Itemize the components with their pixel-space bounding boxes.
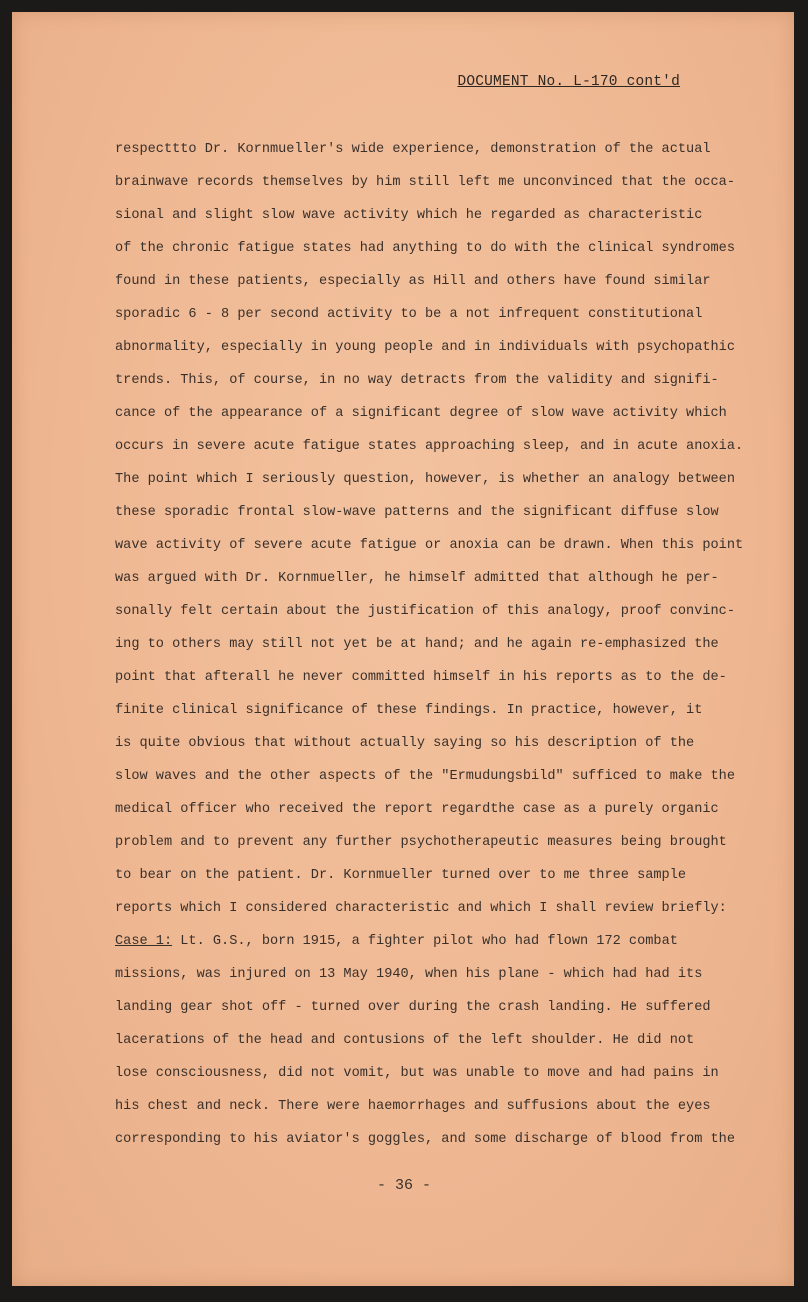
text-line: corresponding to his aviator's goggles, and some discharge of blood from the [115,1132,735,1147]
text-line: cance of the appearance of a significant degree of slow wave activity which [115,406,727,421]
text-line: sional and slight slow wave activity which he regarded as characteristic [115,208,703,223]
case-1-heading-line [115,925,765,958]
case-1-intro-text: Lt. G.S., born 1915, a fighter pilot who had flown 172 combat [172,934,678,949]
text-line: problem and to prevent any further psychotherapeutic measures being brought [115,835,727,850]
text-line: occurs in severe acute fatigue states approaching sleep, and in acute anoxia. [115,439,744,454]
text-line: was argued with Dr. Kornmueller, he himself admitted that although he per- [115,571,719,586]
text-line: landing gear shot off - turned over during the crash landing. He suffered [115,1000,711,1015]
text-line: of the chronic fatigue states had anything to do with the clinical syndromes [115,241,735,256]
page-number: - 36 - [376,1177,431,1194]
text-line: sporadic 6 - 8 per second activity to be a not infrequent constitutional [115,307,703,322]
text-line: lose consciousness, did not vomit, but was unable to move and had pains in [115,1066,719,1081]
document-number-header: DOCUMENT No. L-170 cont'd [457,74,680,90]
text-line: to bear on the patient. Dr. Kornmueller turned over to me three sample [115,868,687,883]
text-line: found in these patients, especially as Hill and others have found similar [115,274,711,289]
text-line: slow waves and the other aspects of the "Ermudungsbild" sufficed to make the [115,769,735,784]
text-line: The point which I seriously question, however, is whether an analogy between [115,472,735,487]
text-line: his chest and neck. There were haemorrhages and suffusions about the eyes [115,1099,711,1114]
text-line: respecttto Dr. Kornmueller's wide experience, demonstration of the actual [115,142,711,157]
text-line: ing to others may still not yet be at hand; and he again re-emphasized the [115,637,719,652]
text-line: medical officer who received the report regardthe case as a purely organic [115,802,719,817]
document-page [12,12,794,1286]
body-text [115,133,765,1156]
text-line: sonally felt certain about the justification of this analogy, proof convinc- [115,604,735,619]
text-line: missions, was injured on 13 May 1940, when his plane - which had had its [115,967,703,982]
text-line: lacerations of the head and contusions of the left shoulder. He did not [115,1033,695,1048]
text-line: finite clinical significance of these findings. In practice, however, it [115,703,703,718]
text-line: brainwave records themselves by him still left me unconvinced that the occa- [115,175,735,190]
text-line: reports which I considered characteristic and which I shall review briefly: [115,901,727,916]
text-line: wave activity of severe acute fatigue or anoxia can be drawn. When this point [115,538,744,553]
text-line: abnormality, especially in young people and in individuals with psychopathic [115,340,735,355]
text-line: point that afterall he never committed himself in his reports as to the de- [115,670,727,685]
text-line: these sporadic frontal slow-wave patterns and the significant diffuse slow [115,505,719,520]
text-line: trends. This, of course, in no way detracts from the validity and signifi- [115,373,719,388]
text-line: is quite obvious that without actually saying so his description of the [115,736,695,751]
case-1-label: Case 1: [115,934,173,949]
